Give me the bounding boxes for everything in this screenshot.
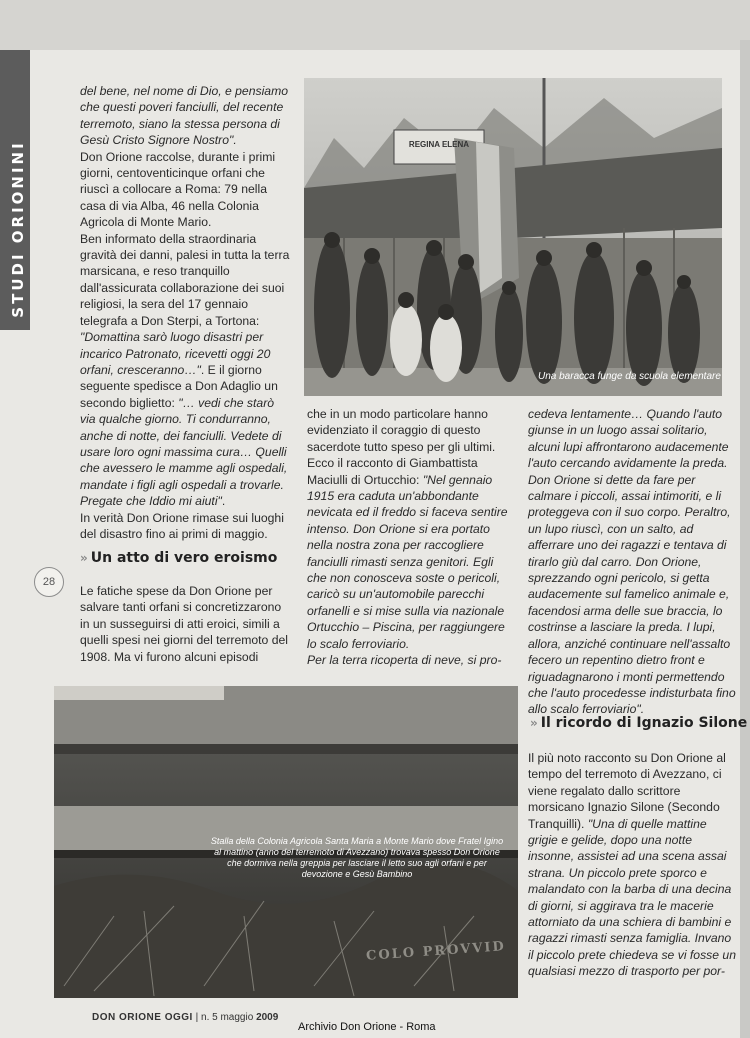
paragraph: Don Orione raccolse, durante i primi giorni, centoventicinque orfani che riuscì a collocare a Roma: 79 nella casa di via Alba, 46 nella Colonia Agricola di Monte Mario. <box>80 149 276 230</box>
page-edge <box>740 40 750 1038</box>
section-heading <box>530 715 747 731</box>
paragraph: In verità Don Orione rimase sui luoghi del disastro fino ai primi di maggio. <box>80 510 284 541</box>
paragraph: cedeva lentamente… Quando l'auto giunse in un luogo assai solitario, alcuni lupi affrontarono audacemente l'auto cercando avidamente la preda. Don Orione si dette da fare per calmare i piccoli, assai intimoriti, e li proteggeva con il suo corpo. Peraltro, un lupo riuscì, con un salto, ad afferrare uno dei ragazzi e tentava di tirarlo giù dal carro. Don Orione, sprezzando ogni pericolo, si getta audacemente sul famelico animale e, facendosi arma delle sue braccia, lo costrinse a lasciare la preda. I lupi, allora, anziché continuare nell'assalto fecero un repentino dietro front e riguadagnarono i monti permettendo che l'auto procedesse indisturbata fino allo scalo ferroviario". <box>528 407 736 717</box>
double-chevron-icon: » <box>80 551 88 565</box>
footer-divider: | <box>195 1012 202 1023</box>
column-1-top <box>80 83 290 542</box>
barrack-photo-image <box>304 78 722 396</box>
barrack-school-photo <box>304 78 722 396</box>
heading-text: Il ricordo di Ignazio Silone <box>540 715 748 731</box>
photo-caption: Stalla della Colonia Agricola Santa Maria a Monte Mario dove Fratel Igino al mattino (anno del terremoto di Avezzano) trovava spesso Don Orione che dormiva nella greppia per lasciare il letto suo agli orfani e per devozione e Gesù Bambino <box>210 836 504 879</box>
quote-span: "… vedi che starò via qualche giorno. Ti condurranno, anche di notte, dei fanciulli. Vedete di usare loro ogni massima cura… Quelli che avessero le mamme agli ospedali, mandate i figli agli ospedali a trovarle. Pregate che Iddio mi aiuti" <box>80 395 288 509</box>
heading-text: Un atto di vero eroismo <box>90 550 278 566</box>
double-chevron-icon: » <box>530 716 538 730</box>
paragraph <box>307 406 512 652</box>
photo-caption: Una baracca funge da scuola elementare <box>538 371 721 382</box>
paragraph <box>528 750 738 980</box>
quote-span: "Nel gennaio 1915 era caduta un'abbondante nevicata ed il freddo si faceva sentire intenso. Don Orione si era portato nella nostra zona per raccogliere fanciulli rimasti senza genitori. Egli che non conosceva soste o pericoli, caricò su un'automobile parecchi orfanelli e si mise sulla via nazionale Ortucchio – Piscina, per raggiungere lo scalo ferroviario. <box>307 472 508 651</box>
barrack-sign: REGINA ELENA <box>408 140 470 149</box>
issue-info: n. 5 maggio <box>201 1012 254 1023</box>
engraved-stone-text: COLO PROVVID <box>365 939 507 964</box>
section-heading <box>80 550 277 566</box>
page-footer <box>92 1012 278 1023</box>
column-1-bottom <box>80 583 292 665</box>
text-span: Il più noto racconto su Don Orione al tempo del terremoto di Avezzano, ci viene regalato dallo scrittore morsicano Ignazio Silone (Secondo Tranquilli). <box>528 751 726 831</box>
section-label: STUDI ORIONINI <box>9 140 27 318</box>
column-3-bottom <box>528 750 738 980</box>
text-span: Ben informato della straordinaria gravità dei danni, palesi in tutta la terra marsicana, e reso tranquillo dall'assicurata collaborazione dei suoi religiosi, la sera del 17 gennaio telegrafa a Don Sterpi, a Tortona: <box>80 231 290 328</box>
paragraph <box>80 231 290 510</box>
text-span: . E il giorno seguente spedisce a Don Adaglio un secondo biglietto: <box>80 362 278 410</box>
issue-year: 2009 <box>256 1012 279 1023</box>
paragraph: Per la terra ricoperta di neve, si pro- <box>307 653 502 668</box>
paragraph: del bene, nel nome di Dio, e pensiamo che questi poveri fanciulli, del recente terremoto, siano la stessa persona di Gesù Cristo Signore Nostro". <box>80 84 288 148</box>
top-band <box>0 0 750 50</box>
column-3-top <box>528 406 738 718</box>
paragraph: Le fatiche spese da Don Orione per salvare tanti orfani si concretizzarono in un susseguirsi di atti eroici, simili a quelli spesi nei giorni del terremoto del 1908. Ma vi furono alcuni episodi <box>80 584 288 664</box>
quote-span: "Una di quelle mattine grigie e gelide, dopo una notte insonne, assistei ad una scena assai strana. Un piccolo prete sporco e malandato con la barba di una decina di giorni, si aggirava tra le macerie attorniato da una schiera di bambini e ragazzi rimasti senza famiglia. Invano il piccolo prete chiedeva se vi fosse un qualsiasi mezzo di trasporto per por- <box>528 816 736 979</box>
quote-span: "Domattina sarò luogo disastri per incarico Patronato, ricevetti oggi 20 orfani, cresceranno…" <box>80 330 271 377</box>
magazine-title: DON ORIONE OGGI <box>92 1012 193 1023</box>
section-sidebar <box>0 50 30 330</box>
text-span: che in un modo particolare hanno evidenziato il coraggio di questo sacerdote tutto speso per gli ultimi. Ecco il racconto di Giambattista Maciulli di Ortucchio: <box>307 407 496 487</box>
column-2 <box>307 406 512 669</box>
text-span: . <box>221 494 226 509</box>
page-number: 28 <box>34 567 64 597</box>
archive-note: Archivio Don Orione - Roma <box>298 1021 436 1033</box>
